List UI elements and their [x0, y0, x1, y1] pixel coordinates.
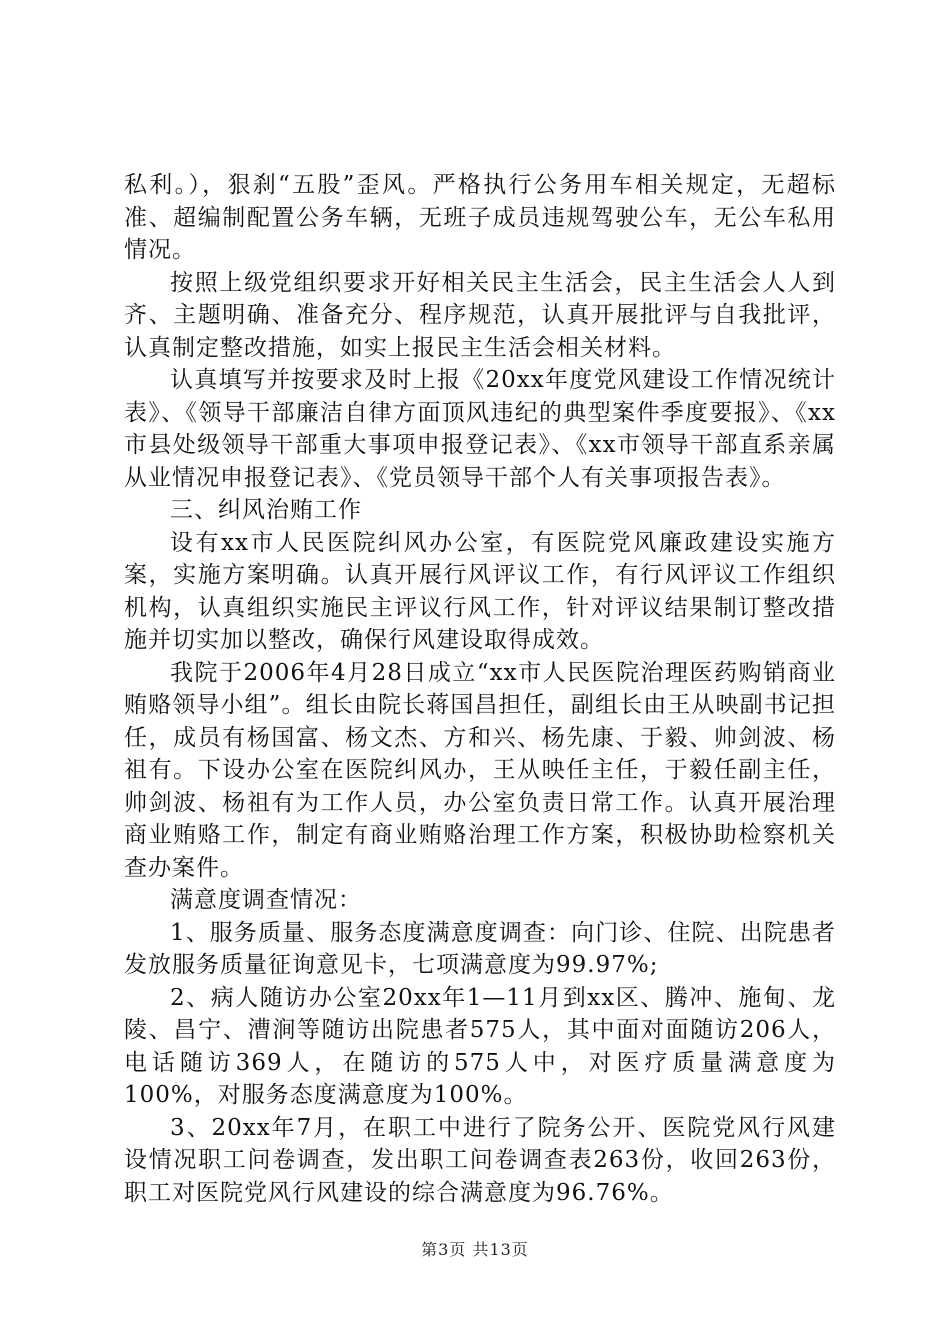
list-item-3: 3、20xx年7月，在职工中进行了院务公开、医院党风行风建设情况职工问卷调查，发出职工问卷调查表263份，收回263份，职工对医院党风行风建设的综合满意度为96.76%。 — [124, 1114, 836, 1206]
paragraph-3: 认真填写并按要求及时上报《20xx年度党风建设工作情况统计表》、《领导干部廉洁自律方面顶风违纪的典型案件季度要报》、《xx市县处级领导干部重大事项申报登记表》、《xx市领导干部直系亲属从业情况申报登记表》、《党员领导干部个人有关事项报告表》。 — [124, 367, 836, 491]
paragraph-2: 按照上级党组织要求开好相关民主生活会，民主生活会人人到齐、主题明确、准备充分、程序规范，认真开展批评与自我批评，认真制定整改措施，如实上报民主生活会相关材料。 — [124, 269, 836, 361]
list-item-1: 1、服务质量、服务态度满意度调查：向门诊、住院、出院患者发放服务质量征询意见卡，七项满意度为99.97%; — [124, 919, 836, 978]
paragraph-5: 我院于2006年4月28日成立“xx市人民医院治理医药购销商业贿赂领导小组”。组长由院长蒋国昌担任，副组长由王从映副书记担任，成员有杨国富、杨文杰、方和兴、杨先康、于毅、帅剑波、杨祖有。下设办公室在医院纠风办，王从映任主任，于毅任副主任，帅剑波、杨祖有为工作人员，办公室负责日常工作。认真开展治理商业贿赂工作，制定有商业贿赂治理工作方案，积极协助检察机关查办案件。 — [124, 659, 836, 881]
document-body — [124, 169, 836, 1209]
page-footer: 第3页 共13页 — [421, 1240, 529, 1259]
paragraph-4: 设有xx市人民医院纠风办公室，有医院党风廉政建设实施方案，实施方案明确。认真开展行风评议工作，有行风评议工作组织机构，认真组织实施民主评议行风工作，针对评议结果制订整改措施并切实加以整改，确保行风建设取得成效。 — [124, 529, 836, 653]
list-item-2: 2、病人随访办公室20xx年1—11月到xx区、腾冲、施甸、龙陵、昌宁、漕涧等随访出院患者575人，其中面对面随访206人，电话随访369人，在随访的575人中，对医疗质量满意度为100%，对服务态度满意度为100%。 — [124, 984, 836, 1108]
subheading-satisfaction: 满意度调查情况： — [170, 887, 362, 913]
section-heading: 三、纠风治贿工作 — [170, 497, 362, 523]
paragraph-1: 私利。），狠刹“五股”歪风。严格执行公务用车相关规定，无超标准、超编制配置公务车辆，无班子成员违规驾驶公车，无公车私用情况。 — [124, 172, 836, 263]
